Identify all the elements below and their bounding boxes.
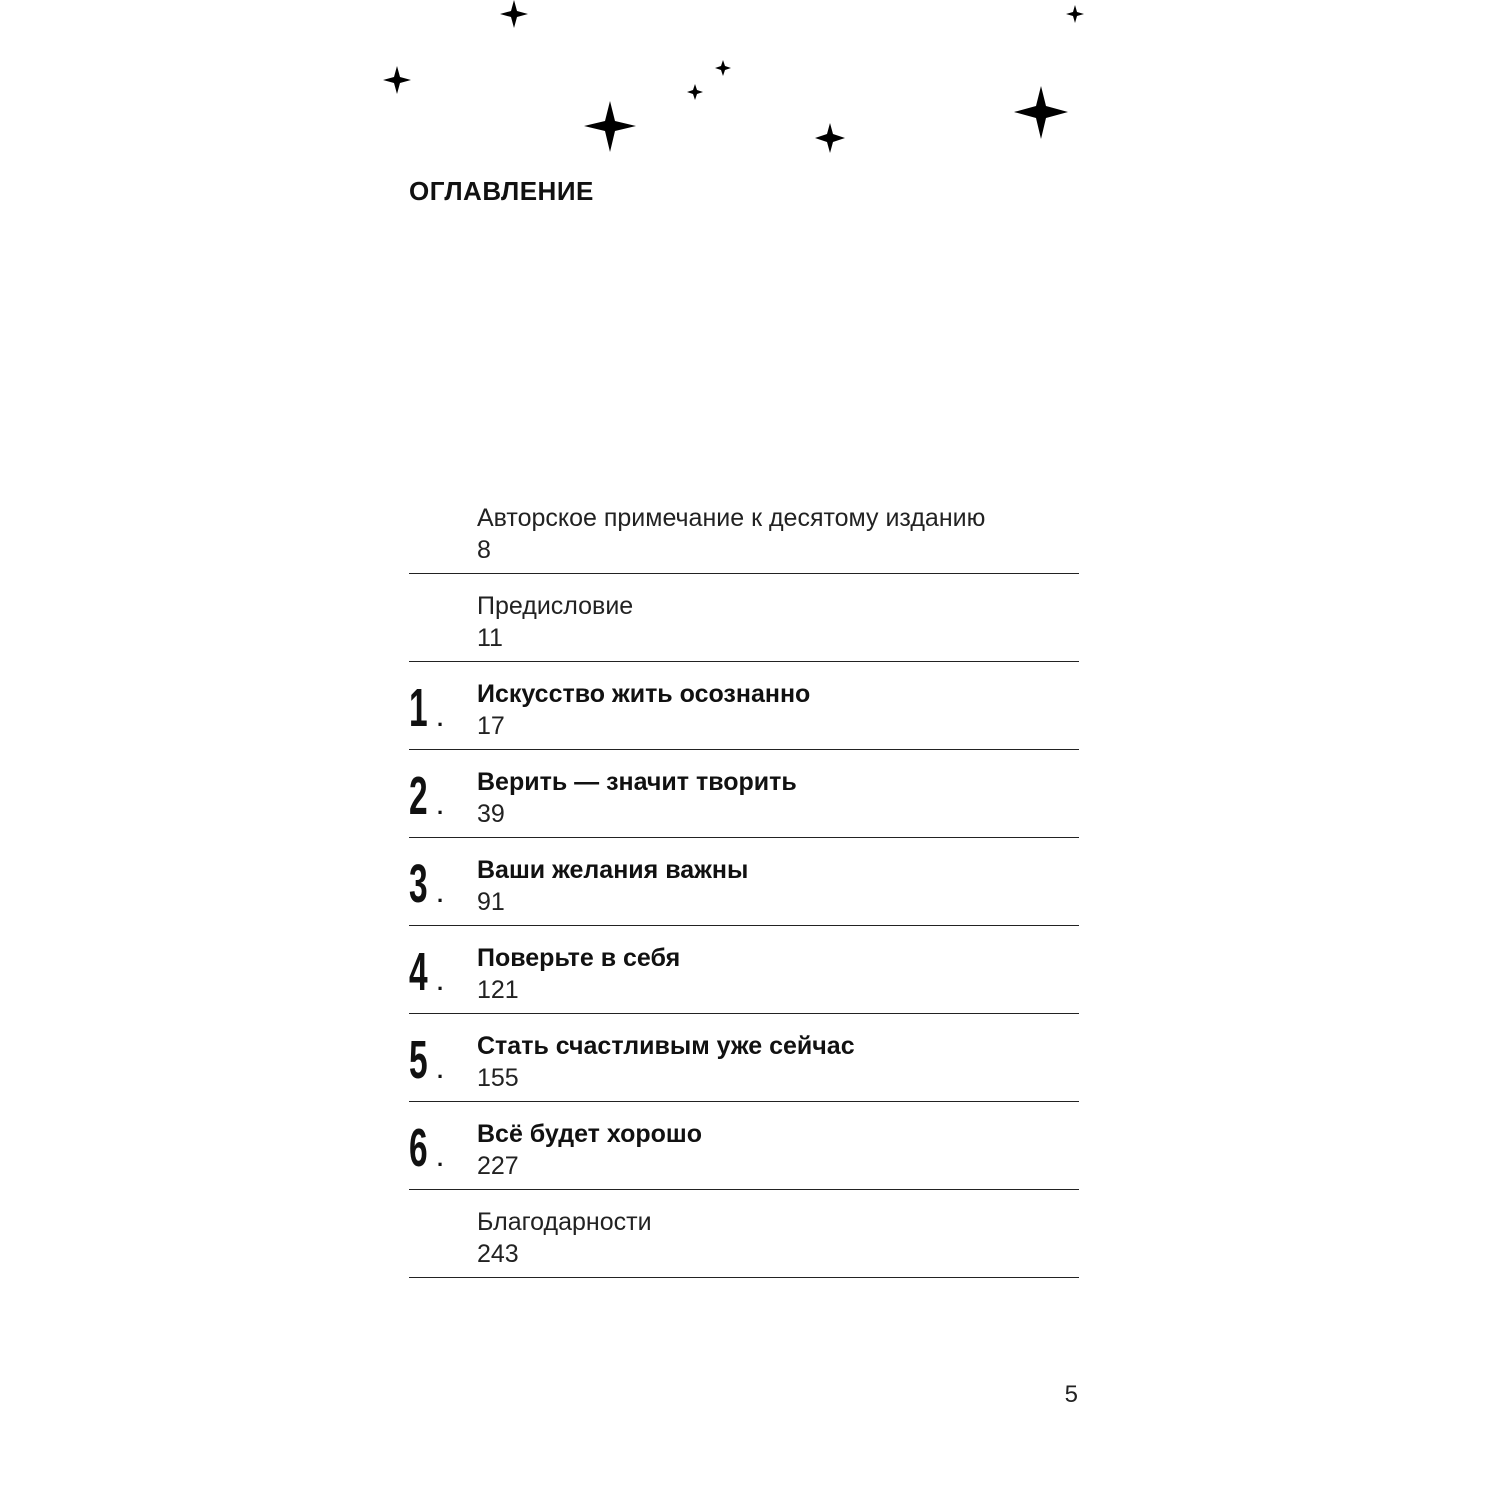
toc-entry[interactable] <box>409 574 1079 662</box>
page-title: ОГЛАВЛЕНИЕ <box>409 176 594 206</box>
toc-entry-title: Благодарности <box>477 1208 652 1236</box>
table-of-contents <box>409 486 1079 1278</box>
toc-entry-page: 39 <box>477 800 505 828</box>
toc-entry[interactable] <box>409 926 1079 1014</box>
toc-entry-title: Авторское примечание к десятому изданию <box>477 504 986 532</box>
chapter-number-dot: . <box>437 1146 444 1171</box>
toc-entry[interactable] <box>409 1014 1079 1102</box>
chapter-number-dot: . <box>437 794 444 819</box>
toc-entry-title: Искусство жить осознанно <box>477 680 811 708</box>
toc-entry[interactable] <box>409 750 1079 838</box>
chapter-number: 4 <box>409 942 428 1002</box>
toc-entry-page: 17 <box>477 712 505 740</box>
toc-entry[interactable] <box>409 486 1079 574</box>
toc-entry-page: 155 <box>477 1064 519 1092</box>
star-icon <box>500 0 528 28</box>
chapter-number: 6 <box>409 1118 428 1178</box>
chapter-number-dot: . <box>437 882 444 907</box>
toc-entry[interactable] <box>409 838 1079 926</box>
toc-entry-page: 91 <box>477 888 505 916</box>
toc-entry-page: 243 <box>477 1240 519 1268</box>
toc-entry-page: 11 <box>477 624 503 652</box>
toc-entry-title: Поверьте в себя <box>477 944 681 972</box>
toc-entry-page: 121 <box>477 976 519 1004</box>
page-number: 5 <box>1064 1381 1078 1408</box>
toc-entry-title: Предисловие <box>477 592 634 620</box>
star-icon <box>1066 5 1084 23</box>
chapter-number: 3 <box>409 854 428 914</box>
toc-entry[interactable] <box>409 662 1079 750</box>
toc-entry-title: Верить — значит творить <box>477 768 797 796</box>
decorative-stars <box>0 0 1500 220</box>
toc-entry-page: 227 <box>477 1152 519 1180</box>
toc-entry-title: Ваши желания важны <box>477 856 749 884</box>
chapter-number: 1 <box>409 678 428 738</box>
toc-entry[interactable] <box>409 1190 1079 1278</box>
chapter-number: 2 <box>409 766 428 826</box>
star-icon <box>815 123 845 153</box>
star-icon <box>1014 86 1068 139</box>
chapter-number-dot: . <box>437 1058 444 1083</box>
chapter-number-dot: . <box>437 706 444 731</box>
toc-entry-title: Всё будет хорошо <box>477 1120 703 1148</box>
chapter-number: 5 <box>409 1030 428 1090</box>
star-icon <box>687 84 703 100</box>
chapter-number-dot: . <box>437 970 444 995</box>
star-icon <box>715 60 731 76</box>
star-icon <box>383 66 411 94</box>
star-icon <box>584 101 636 152</box>
toc-entry-page: 8 <box>477 536 491 564</box>
toc-entry-title: Стать счастливым уже сейчас <box>477 1032 855 1060</box>
toc-entry[interactable] <box>409 1102 1079 1190</box>
